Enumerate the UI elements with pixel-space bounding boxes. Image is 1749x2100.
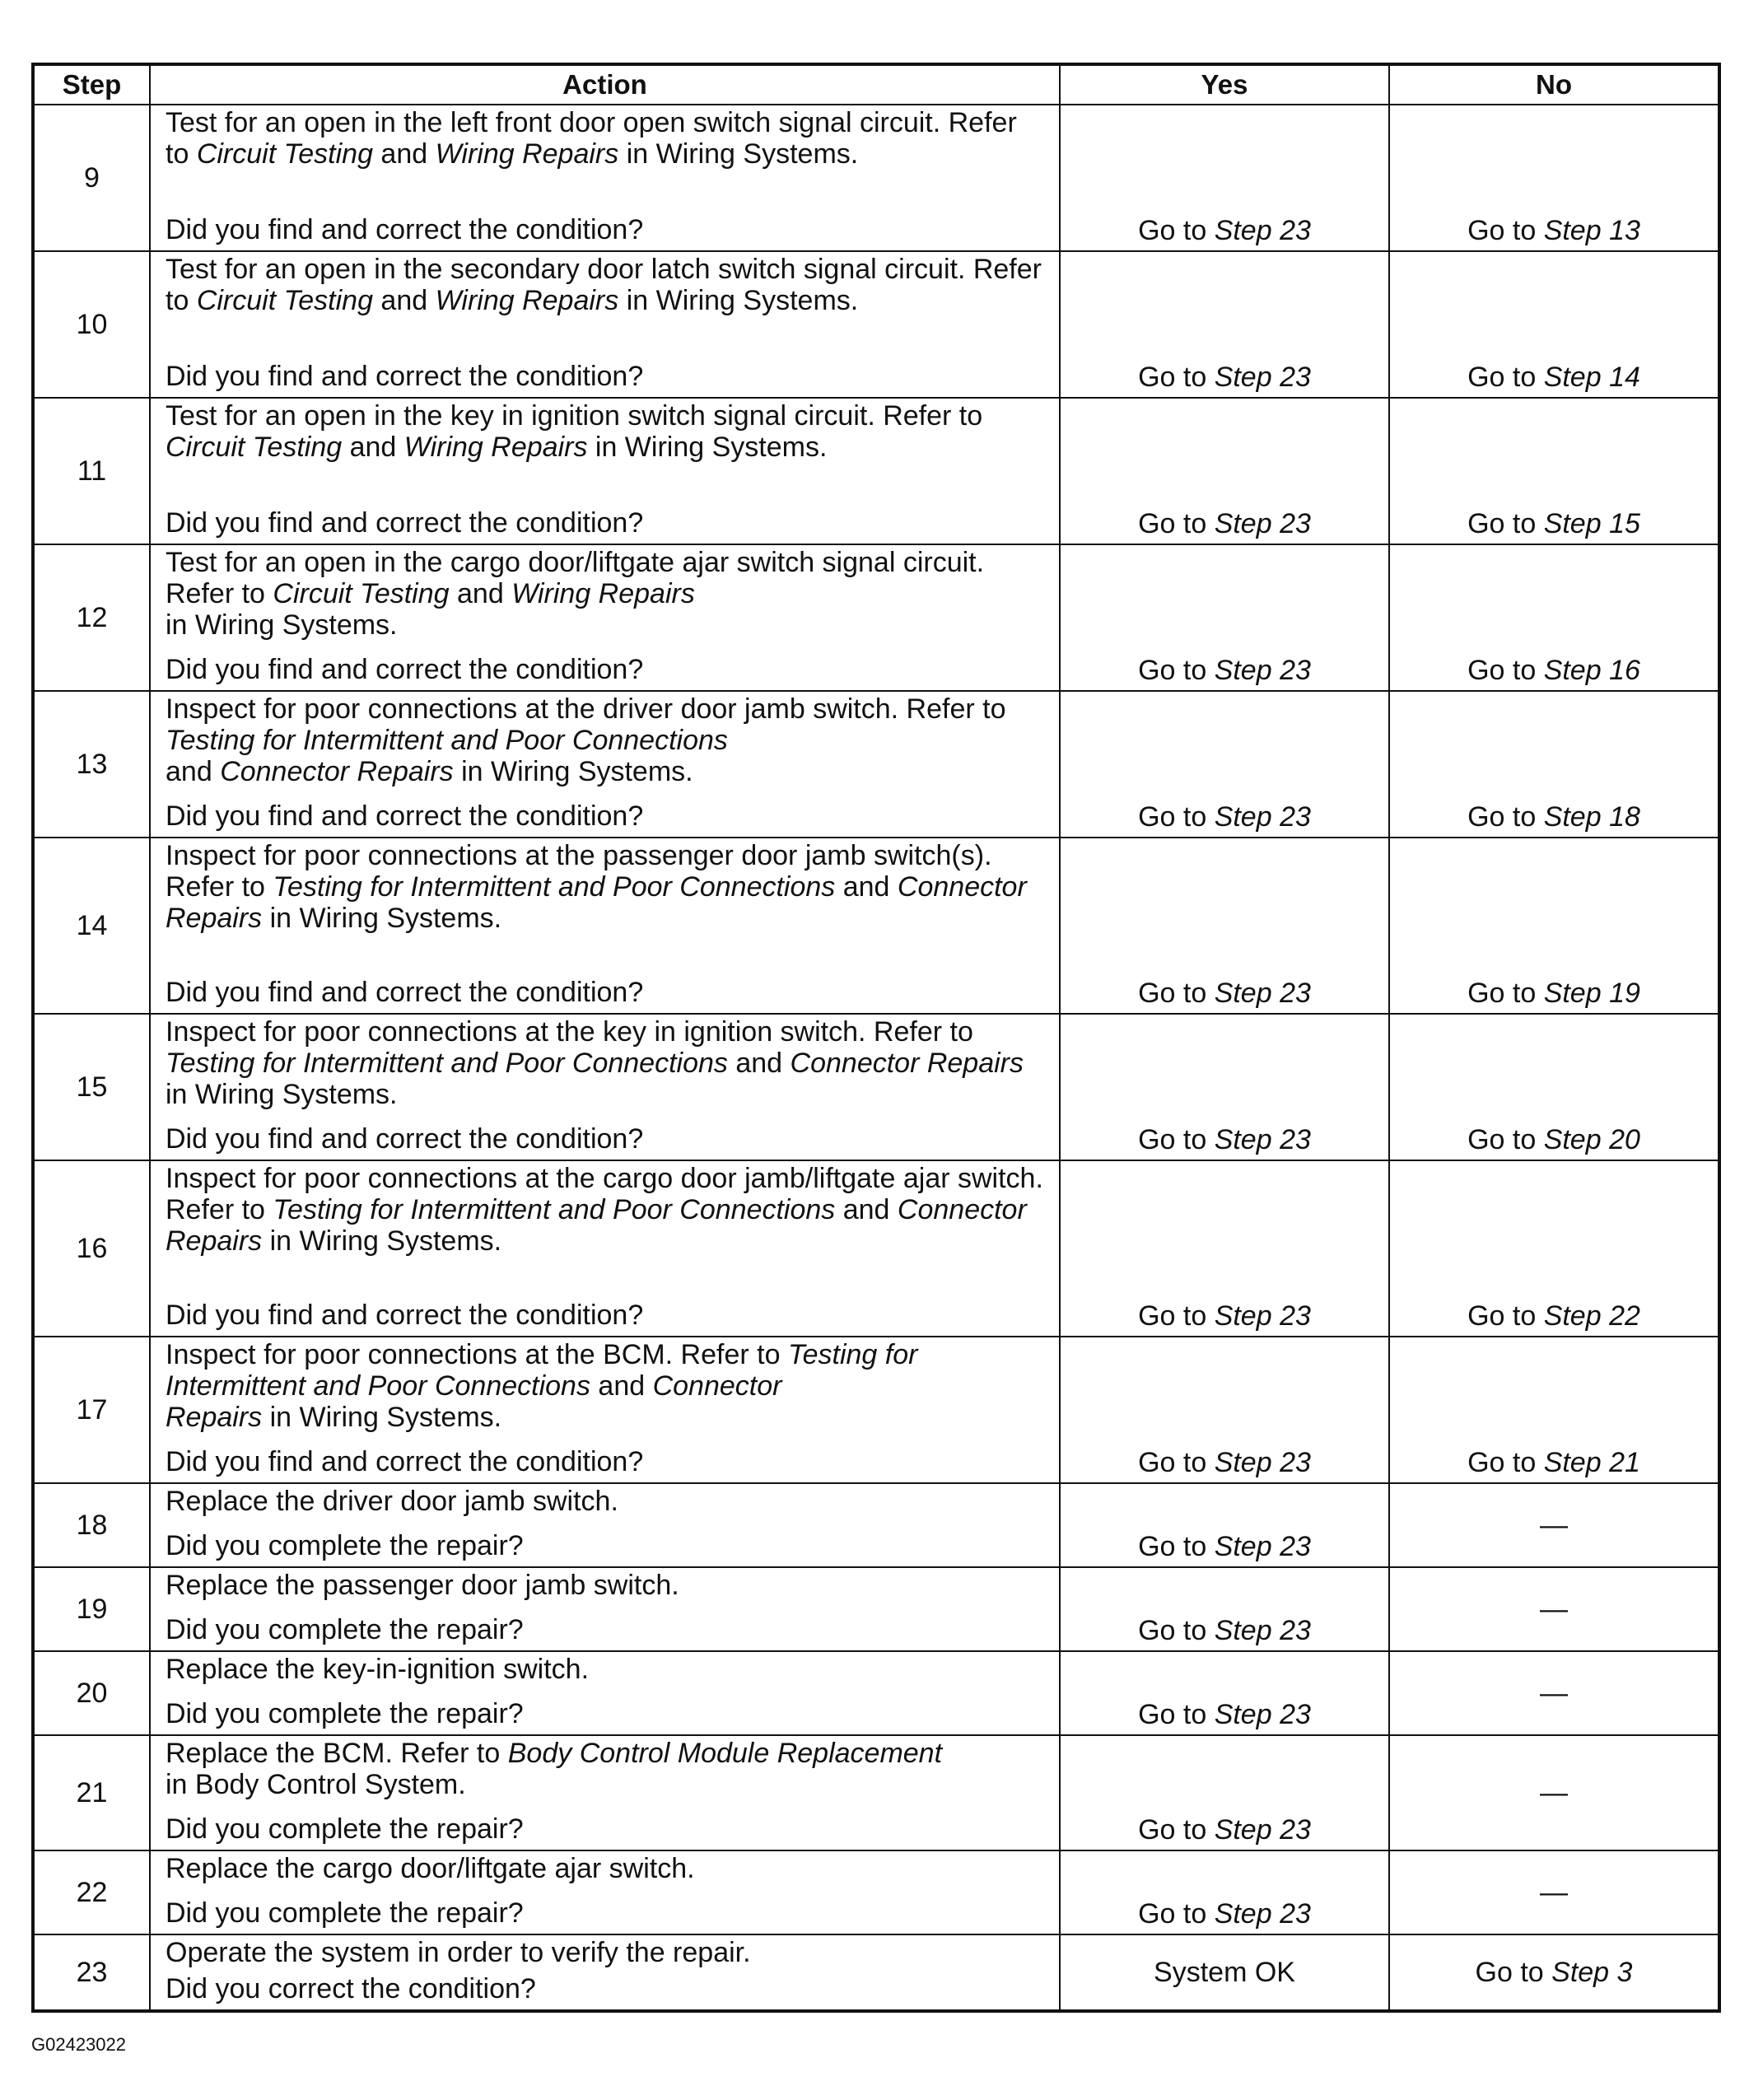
step-number: 14 bbox=[33, 838, 150, 1014]
no-goto-prefix: Go to bbox=[1467, 1300, 1544, 1332]
action-text: in Wiring Systems. bbox=[587, 432, 828, 463]
action-text: Operate the system in order to verify the repair. bbox=[166, 1937, 751, 1968]
header-step: Step bbox=[33, 64, 150, 105]
yes-step-link: Step 23 bbox=[1214, 1615, 1311, 1646]
action-question: Did you correct the condition? bbox=[166, 1973, 536, 2004]
table-row bbox=[33, 1850, 1719, 1934]
action-text: and bbox=[727, 1048, 791, 1079]
action-question: Did you find and correct the condition? bbox=[166, 361, 644, 392]
action-content bbox=[166, 254, 1047, 392]
reference-text: Circuit Testing bbox=[273, 578, 450, 609]
action-question: Did you complete the repair? bbox=[166, 1698, 524, 1729]
table-row bbox=[33, 1934, 1719, 2011]
action-text: Inspect for poor connections at the cargo door jamb/liftgate ajar switch. Refer to bbox=[166, 1163, 1043, 1225]
step-number: 13 bbox=[33, 691, 150, 838]
no-dash: — bbox=[1540, 1776, 1568, 1808]
action-question: Did you complete the repair? bbox=[166, 1614, 524, 1645]
no-cell bbox=[1389, 251, 1719, 398]
no-dash: — bbox=[1540, 1509, 1568, 1541]
yes-cell bbox=[1060, 544, 1389, 691]
yes-goto-prefix: Go to bbox=[1138, 1531, 1215, 1562]
yes-result: System OK bbox=[1154, 1956, 1295, 1988]
action-cell bbox=[150, 544, 1060, 691]
action-text: Replace the passenger door jamb switch. bbox=[166, 1570, 679, 1601]
step-number: 22 bbox=[33, 1850, 150, 1934]
header-no: No bbox=[1389, 64, 1719, 105]
no-cell bbox=[1389, 1337, 1719, 1483]
yes-step-link: Step 23 bbox=[1214, 1898, 1311, 1930]
no-goto-prefix: Go to bbox=[1467, 1124, 1544, 1155]
reference-text: Circuit Testing bbox=[196, 285, 373, 316]
action-text: and bbox=[835, 871, 898, 903]
yes-step-link: Step 23 bbox=[1214, 1531, 1311, 1562]
action-description bbox=[166, 1339, 1047, 1433]
action-text: Replace the key-in-ignition switch. bbox=[166, 1654, 590, 1685]
action-cell bbox=[150, 691, 1060, 838]
no-step-link: Step 15 bbox=[1543, 508, 1640, 539]
action-content bbox=[166, 1853, 1047, 1929]
action-content bbox=[166, 1570, 1047, 1645]
action-content bbox=[166, 1163, 1047, 1331]
step-number: 21 bbox=[33, 1735, 150, 1850]
yes-goto-prefix: Go to bbox=[1138, 978, 1215, 1009]
yes-cell bbox=[1060, 251, 1389, 398]
yes-step-link: Step 23 bbox=[1214, 362, 1311, 393]
action-question: Did you find and correct the condition? bbox=[166, 507, 644, 539]
action-text: in Wiring Systems. bbox=[262, 1225, 502, 1257]
table-row bbox=[33, 1014, 1719, 1160]
action-question: Did you find and correct the condition? bbox=[166, 1300, 644, 1331]
reference-text: Body Control Module Replacement bbox=[507, 1738, 943, 1769]
action-cell bbox=[150, 1651, 1060, 1735]
no-cell bbox=[1389, 398, 1719, 544]
action-text: and bbox=[835, 1194, 898, 1225]
action-text: in Body Control System. bbox=[166, 1769, 466, 1800]
action-content bbox=[166, 1016, 1047, 1155]
action-cell bbox=[150, 1850, 1060, 1934]
action-cell bbox=[150, 105, 1060, 251]
action-content bbox=[166, 107, 1047, 245]
action-description bbox=[166, 254, 1047, 316]
action-question: Did you find and correct the condition? bbox=[166, 1123, 644, 1155]
yes-goto-prefix: Go to bbox=[1138, 1300, 1215, 1332]
action-description bbox=[166, 1163, 1047, 1257]
yes-cell bbox=[1060, 398, 1389, 544]
action-content bbox=[166, 1339, 1047, 1477]
yes-step-link: Step 23 bbox=[1214, 215, 1311, 246]
no-goto-prefix: Go to bbox=[1467, 508, 1544, 539]
action-text: and bbox=[166, 756, 221, 787]
no-goto-prefix: Go to bbox=[1467, 978, 1544, 1009]
yes-step-link: Step 23 bbox=[1214, 978, 1311, 1009]
diagnostic-table bbox=[31, 63, 1721, 2013]
step-number: 20 bbox=[33, 1651, 150, 1735]
no-goto-prefix: Go to bbox=[1467, 215, 1544, 246]
action-text: Replace the driver door jamb switch. bbox=[166, 1486, 618, 1517]
reference-text: Wiring Repairs bbox=[435, 138, 619, 170]
yes-goto-prefix: Go to bbox=[1138, 1615, 1215, 1646]
action-text: Test for an open in the cargo door/liftgate ajar switch signal circuit. Refer to bbox=[166, 547, 985, 609]
action-cell bbox=[150, 1934, 1060, 2011]
action-text: and bbox=[449, 578, 512, 609]
yes-cell bbox=[1060, 105, 1389, 251]
step-number: 10 bbox=[33, 251, 150, 398]
no-dash: — bbox=[1540, 1876, 1568, 1908]
action-content bbox=[166, 693, 1047, 832]
yes-cell bbox=[1060, 1160, 1389, 1337]
yes-goto-prefix: Go to bbox=[1138, 1124, 1215, 1155]
reference-text: Circuit Testing bbox=[166, 432, 343, 463]
action-cell bbox=[150, 1567, 1060, 1651]
action-description bbox=[166, 1654, 1047, 1685]
action-text: and bbox=[342, 432, 404, 463]
step-number: 19 bbox=[33, 1567, 150, 1651]
action-content bbox=[166, 547, 1047, 685]
reference-text: Connector Repairs bbox=[790, 1048, 1024, 1079]
table-row bbox=[33, 251, 1719, 398]
action-text: and bbox=[590, 1370, 653, 1402]
no-cell bbox=[1389, 1160, 1719, 1337]
no-goto-prefix: Go to bbox=[1467, 801, 1544, 833]
header-yes: Yes bbox=[1060, 64, 1389, 105]
table-row bbox=[33, 1337, 1719, 1483]
reference-text: Repairs bbox=[166, 1402, 263, 1433]
reference-text: Wiring Repairs bbox=[403, 432, 588, 463]
action-cell bbox=[150, 1014, 1060, 1160]
reference-text: Connector bbox=[652, 1370, 782, 1402]
action-content bbox=[166, 1486, 1047, 1561]
table-row bbox=[33, 691, 1719, 838]
no-step-link: Step 22 bbox=[1543, 1300, 1640, 1332]
action-description bbox=[166, 693, 1047, 787]
action-text: in Wiring Systems. bbox=[166, 609, 398, 641]
action-description bbox=[166, 840, 1047, 934]
action-text: Inspect for poor connections at the key in ignition switch. Refer to bbox=[166, 1016, 973, 1048]
step-number: 15 bbox=[33, 1014, 150, 1160]
no-step-link: Step 19 bbox=[1543, 978, 1640, 1009]
table-row bbox=[33, 544, 1719, 691]
action-text: Test for an open in the secondary door latch switch signal circuit. Refer to bbox=[166, 254, 1042, 316]
no-cell bbox=[1389, 1014, 1719, 1160]
action-text: Inspect for poor connections at the driver door jamb switch. Refer to bbox=[166, 693, 1006, 725]
no-step-link: Step 18 bbox=[1543, 801, 1640, 833]
yes-step-link: Step 23 bbox=[1214, 1699, 1311, 1730]
action-text: Test for an open in the left front door open switch signal circuit. Refer to bbox=[166, 107, 1017, 170]
reference-text: Testing for Intermittent and Poor Connections bbox=[166, 1048, 728, 1079]
yes-step-link: Step 23 bbox=[1214, 1814, 1311, 1846]
table-row bbox=[33, 838, 1719, 1014]
no-cell bbox=[1389, 1651, 1719, 1735]
action-content bbox=[166, 840, 1047, 1008]
no-goto-prefix: Go to bbox=[1475, 1956, 1552, 1988]
no-cell bbox=[1389, 838, 1719, 1014]
yes-cell bbox=[1060, 1850, 1389, 1934]
action-text: in Wiring Systems. bbox=[262, 1402, 502, 1433]
action-description bbox=[166, 547, 1047, 641]
action-text: in Wiring Systems. bbox=[618, 285, 859, 316]
reference-text: Circuit Testing bbox=[196, 138, 373, 170]
yes-cell bbox=[1060, 1934, 1389, 2011]
yes-goto-prefix: Go to bbox=[1138, 1447, 1215, 1478]
step-number: 9 bbox=[33, 105, 150, 251]
no-goto-prefix: Go to bbox=[1467, 362, 1544, 393]
yes-goto-prefix: Go to bbox=[1138, 1699, 1215, 1730]
no-step-link: Step 3 bbox=[1551, 1956, 1633, 1988]
action-text: Replace the BCM. Refer to bbox=[166, 1738, 508, 1769]
reference-text: Connector Repairs bbox=[166, 1194, 1027, 1257]
table-row bbox=[33, 105, 1719, 251]
yes-cell bbox=[1060, 1483, 1389, 1567]
no-cell bbox=[1389, 1567, 1719, 1651]
no-step-link: Step 21 bbox=[1543, 1447, 1640, 1478]
yes-goto-prefix: Go to bbox=[1138, 362, 1215, 393]
reference-text: Testing for Intermittent and Poor Connections bbox=[166, 725, 728, 756]
action-description bbox=[166, 400, 1047, 463]
no-goto-prefix: Go to bbox=[1467, 1447, 1544, 1478]
action-question: Did you find and correct the condition? bbox=[166, 800, 644, 832]
action-text: in Wiring Systems. bbox=[453, 756, 693, 787]
yes-goto-prefix: Go to bbox=[1138, 1814, 1215, 1846]
yes-goto-prefix: Go to bbox=[1138, 801, 1215, 833]
reference-text: Connector Repairs bbox=[166, 871, 1027, 934]
yes-step-link: Step 23 bbox=[1214, 1124, 1311, 1155]
table-row bbox=[33, 1651, 1719, 1735]
no-cell bbox=[1389, 105, 1719, 251]
action-cell bbox=[150, 1483, 1060, 1567]
header-row bbox=[33, 64, 1719, 105]
action-question: Did you find and correct the condition? bbox=[166, 654, 644, 685]
no-cell bbox=[1389, 1735, 1719, 1850]
no-step-link: Step 13 bbox=[1543, 215, 1640, 246]
action-description bbox=[166, 1738, 1047, 1800]
no-cell bbox=[1389, 1934, 1719, 2011]
no-step-link: Step 14 bbox=[1543, 362, 1640, 393]
no-cell bbox=[1389, 544, 1719, 691]
action-cell bbox=[150, 1337, 1060, 1483]
step-number: 18 bbox=[33, 1483, 150, 1567]
reference-text: Connector Repairs bbox=[220, 756, 454, 787]
action-text: in Wiring Systems. bbox=[166, 1079, 398, 1110]
action-text: Inspect for poor connections at the BCM. Refer to bbox=[166, 1339, 788, 1370]
action-cell bbox=[150, 1735, 1060, 1850]
no-dash: — bbox=[1540, 1593, 1568, 1625]
yes-step-link: Step 23 bbox=[1214, 1447, 1311, 1478]
action-content bbox=[166, 1937, 1047, 2004]
action-content bbox=[166, 400, 1047, 539]
action-description bbox=[166, 107, 1047, 170]
action-description bbox=[166, 1937, 1047, 1968]
action-description bbox=[166, 1570, 1047, 1601]
action-text: Inspect for poor connections at the passenger door jamb switch(s). Refer to bbox=[166, 840, 992, 903]
yes-step-link: Step 23 bbox=[1214, 801, 1311, 833]
table-row bbox=[33, 1160, 1719, 1337]
step-number: 16 bbox=[33, 1160, 150, 1337]
action-description bbox=[166, 1016, 1047, 1110]
reference-text: Testing for Intermittent and Poor Connections bbox=[273, 871, 836, 903]
step-number: 23 bbox=[33, 1934, 150, 2011]
action-content bbox=[166, 1738, 1047, 1845]
action-question: Did you find and correct the condition? bbox=[166, 214, 644, 245]
table-row bbox=[33, 1567, 1719, 1651]
yes-goto-prefix: Go to bbox=[1138, 215, 1215, 246]
action-description bbox=[166, 1853, 1047, 1884]
action-text: in Wiring Systems. bbox=[618, 138, 859, 170]
action-cell bbox=[150, 251, 1060, 398]
action-text: in Wiring Systems. bbox=[262, 903, 502, 934]
yes-goto-prefix: Go to bbox=[1138, 655, 1215, 686]
action-text: and bbox=[372, 138, 436, 170]
action-question: Did you complete the repair? bbox=[166, 1813, 524, 1845]
reference-text: Testing for Intermittent and Poor Connections bbox=[166, 1339, 918, 1402]
yes-step-link: Step 23 bbox=[1214, 508, 1311, 539]
yes-cell bbox=[1060, 838, 1389, 1014]
no-dash: — bbox=[1540, 1677, 1568, 1709]
action-cell bbox=[150, 398, 1060, 544]
table-row bbox=[33, 398, 1719, 544]
no-cell bbox=[1389, 1850, 1719, 1934]
reference-text: Wiring Repairs bbox=[511, 578, 695, 609]
no-cell bbox=[1389, 691, 1719, 838]
yes-goto-prefix: Go to bbox=[1138, 508, 1215, 539]
action-question: Did you complete the repair? bbox=[166, 1897, 524, 1929]
header-action: Action bbox=[150, 64, 1060, 105]
yes-cell bbox=[1060, 1014, 1389, 1160]
no-goto-prefix: Go to bbox=[1467, 655, 1544, 686]
step-number: 12 bbox=[33, 544, 150, 691]
yes-cell bbox=[1060, 1651, 1389, 1735]
yes-cell bbox=[1060, 691, 1389, 838]
step-number: 11 bbox=[33, 398, 150, 544]
action-question: Did you find and correct the condition? bbox=[166, 1446, 644, 1477]
action-question: Did you find and correct the condition? bbox=[166, 977, 644, 1008]
action-cell bbox=[150, 1160, 1060, 1337]
table-row bbox=[33, 1735, 1719, 1850]
action-question: Did you complete the repair? bbox=[166, 1530, 524, 1561]
table-body bbox=[33, 105, 1719, 2011]
action-content bbox=[166, 1654, 1047, 1729]
no-cell bbox=[1389, 1483, 1719, 1567]
action-text: and bbox=[372, 285, 436, 316]
yes-step-link: Step 23 bbox=[1214, 655, 1311, 686]
yes-cell bbox=[1060, 1567, 1389, 1651]
image-code: G02423022 bbox=[31, 2034, 126, 2055]
action-description bbox=[166, 1486, 1047, 1517]
step-number: 17 bbox=[33, 1337, 150, 1483]
yes-cell bbox=[1060, 1735, 1389, 1850]
no-step-link: Step 16 bbox=[1543, 655, 1640, 686]
yes-step-link: Step 23 bbox=[1214, 1300, 1311, 1332]
yes-cell bbox=[1060, 1337, 1389, 1483]
yes-goto-prefix: Go to bbox=[1138, 1898, 1215, 1930]
no-step-link: Step 20 bbox=[1543, 1124, 1640, 1155]
action-text: Test for an open in the key in ignition switch signal circuit. Refer to bbox=[166, 400, 983, 432]
action-cell bbox=[150, 838, 1060, 1014]
table-row bbox=[33, 1483, 1719, 1567]
action-text: Replace the cargo door/liftgate ajar switch. bbox=[166, 1853, 695, 1884]
reference-text: Wiring Repairs bbox=[435, 285, 619, 316]
reference-text: Testing for Intermittent and Poor Connections bbox=[273, 1194, 836, 1225]
